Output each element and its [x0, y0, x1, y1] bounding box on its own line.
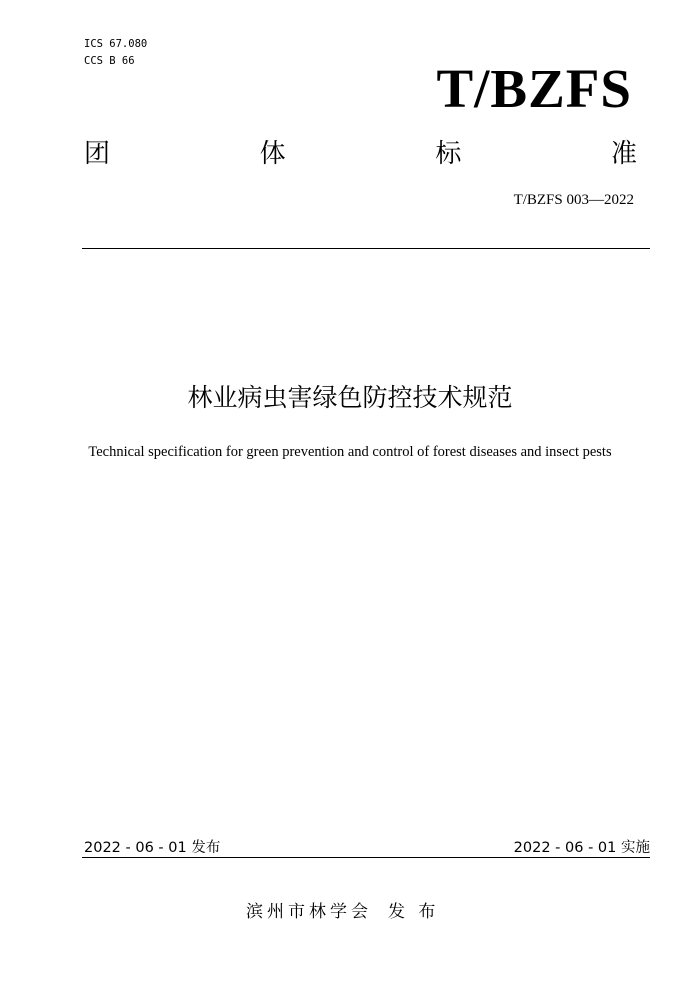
standard-type-char: 体: [259, 139, 286, 169]
standard-logo: T/BZFS: [436, 58, 632, 119]
standard-type-char: 标: [435, 139, 462, 169]
english-title: Technical specification for green prevention and control of forest diseases and insect pests: [88, 444, 612, 460]
standard-number: T/BZFS 003—2022: [513, 192, 634, 208]
ccs-code: CCS B 66: [84, 55, 135, 67]
ics-code: ICS 67.080: [84, 38, 148, 50]
chinese-title: 林业病虫害绿色防控技术规范: [187, 383, 513, 412]
standard-type: [84, 136, 637, 172]
issuer-line: [246, 900, 439, 924]
implement-date: 2022 - 06 - 01 实施: [513, 840, 650, 856]
publish-date: 2022 - 06 - 01 发布: [84, 840, 221, 856]
classification-codes: [84, 36, 147, 70]
bottom-divider: [82, 857, 650, 858]
top-divider: [82, 248, 650, 249]
standard-type-char: 团: [84, 139, 111, 169]
issue-word: 发 布: [388, 902, 440, 922]
standard-type-char: 准: [610, 139, 637, 169]
issuer-name: 滨州市林学会: [246, 902, 372, 922]
